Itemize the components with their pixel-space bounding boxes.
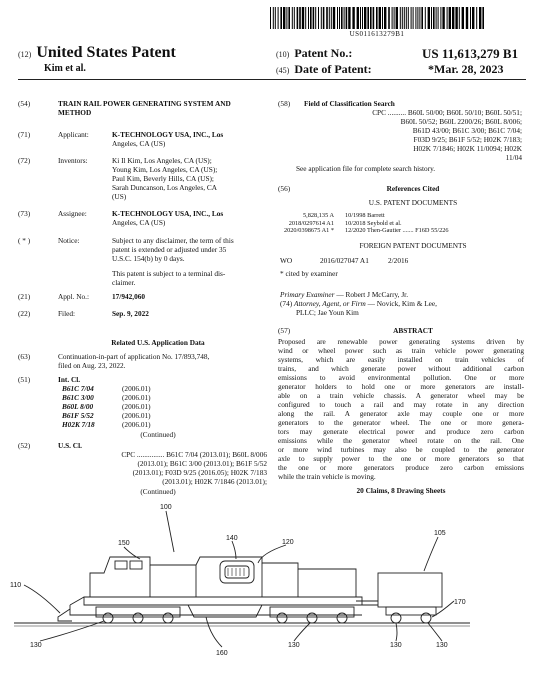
abstract-heading: ABSTRACT [393, 326, 433, 335]
barcode-bar [283, 7, 285, 29]
applicant-line1: K-TECHNOLOGY USA, INC., Los [112, 130, 224, 139]
notice-line: This patent is subject to a terminal dis- [112, 269, 226, 279]
barcode-bar [313, 7, 315, 29]
related-heading: Related U.S. Application Data [111, 338, 205, 347]
barcode-bar [270, 7, 271, 29]
inventor-line: (US) [112, 192, 127, 202]
foreign-doc-row: WO 2016/027047 A1 2/2016 [280, 256, 409, 265]
barcode-bar [384, 7, 386, 29]
trailer-car [378, 573, 442, 607]
barcode-bar [360, 7, 361, 29]
barcode-bar [329, 7, 330, 29]
inventor-line: Ki Il Kim, Los Angeles, CA (US); [112, 156, 212, 165]
barcode-bar [470, 7, 471, 29]
figure-label: 140 [226, 535, 238, 542]
uscl-code: (52) [18, 441, 31, 450]
notice-line: U.S.C. 154(b) by 0 days. [112, 254, 185, 264]
intcl-list [62, 384, 202, 429]
patent-country-title [18, 44, 176, 62]
barcode-bar [346, 7, 348, 29]
uscl-line: (2013.01); B61C 3/00 (2013.01); B61F 5/52 [137, 459, 267, 469]
us-docs-heading: U.S. PATENT DOCUMENTS [368, 198, 458, 207]
uscl-line: (2013.01); F03D 9/25 (2016.05); H02K 7/183 [132, 468, 267, 478]
figure-label: 105 [434, 530, 446, 537]
barcode-bar [341, 7, 343, 29]
barcode-bar [273, 7, 274, 29]
patent-date-row [276, 62, 504, 77]
applicant-code: (71) [18, 130, 31, 139]
barcode-bar [402, 7, 403, 29]
barcode-bar [278, 7, 279, 29]
assignee-code: (73) [18, 209, 31, 218]
cited-by-examiner: * cited by examiner [280, 269, 338, 278]
abstract-line: generator holders to hold one or more generators are install- [278, 382, 524, 391]
intcl-item: B61C 3/00 (2006.01) [62, 393, 151, 403]
barcode-bar [367, 7, 369, 29]
field-label: Field of Classification Search [304, 99, 395, 108]
invention-title: TRAIN RAIL POWER GENERATING SYSTEM AND METHOD [58, 99, 231, 118]
primary-examiner: Primary Examiner — Robert J McCarry, Jr. [280, 290, 409, 299]
appl-no-label: Appl. No.: [58, 292, 90, 301]
field-line: F03D 9/25; B61F 5/52; H02K 7/183; [413, 135, 522, 145]
country-code: (12) [18, 50, 32, 59]
abstract-line: along the rail. A generator axle may couple one or more [278, 409, 524, 418]
barcode-bar [406, 7, 407, 29]
notice-code: ( * ) [18, 236, 31, 245]
patent-no-value: US 11,613,279 B1 [422, 46, 519, 61]
barcode-bar [413, 7, 414, 29]
abstract-line: trains, and which generate power without additional carbon [278, 364, 524, 373]
barcode-bar [396, 7, 398, 29]
header-rule [18, 79, 526, 80]
abstract-line: while the train vehicle is moving. [278, 472, 376, 481]
us-docs-list [280, 212, 449, 235]
barcode-bar [308, 7, 309, 29]
intcl-code: (51) [18, 375, 31, 384]
barcode-bar [415, 7, 416, 29]
assignee-label: Assignee: [58, 209, 87, 218]
figure-label: 150 [118, 540, 130, 547]
barcode-bar [321, 7, 322, 29]
uscl-line: (2013.01); H02K 7/1846 (2013.01); [162, 477, 267, 487]
inventor-line: Sarah Duncanson, Los Angeles, CA [112, 183, 217, 193]
date-code: (45) [276, 66, 290, 75]
barcode-bar [419, 7, 420, 29]
barcode-bar [348, 7, 350, 29]
foreign-docs-heading: FOREIGN PATENT DOCUMENTS [359, 241, 467, 250]
front-bogie [96, 607, 180, 617]
barcode-bar [440, 7, 441, 29]
figure-label: 130 [288, 642, 300, 649]
barcode-bar [388, 7, 390, 29]
refs-heading: References Cited [386, 184, 440, 193]
field-line: H02K 7/1846; H02K 11/0094; H02K [413, 144, 522, 154]
date-label: Date of Patent: [294, 62, 372, 76]
barcode-bar [299, 7, 301, 29]
barcode-bar [404, 7, 405, 29]
abstract-line: configured to touch a rail and may rotate in any direction [278, 400, 524, 409]
barcode-bar [400, 7, 401, 29]
barcode-bar [462, 7, 464, 29]
applicant-line2: Angeles, CA (US) [112, 139, 166, 148]
barcode-bar [362, 7, 363, 29]
abstract-line: systems, which are easily installed on train vehicles of [278, 355, 524, 364]
barcode-bar [333, 7, 335, 29]
intcl-item: B61F 5/52 (2006.01) [62, 411, 151, 421]
intcl-item: H02K 7/18 (2006.01) [62, 420, 151, 430]
barcode-bar [438, 7, 439, 29]
barcode-bar [323, 7, 325, 29]
barcode-bar [459, 7, 460, 29]
continuation-text [58, 352, 209, 370]
continuation-code: (63) [18, 352, 31, 361]
refs-code: (56) [278, 184, 291, 193]
barcode-bar [294, 7, 295, 29]
inventors-list [112, 156, 217, 201]
barcode-bar [466, 7, 468, 29]
intcl-item: B60L 8/00 (2006.01) [62, 402, 151, 412]
barcode-bar [449, 7, 451, 29]
continuation-line: filed on Aug. 23, 2022. [58, 361, 126, 371]
barcode-bar [394, 7, 395, 29]
date-value: *Mar. 28, 2023 [428, 62, 504, 76]
barcode-bar [436, 7, 437, 29]
barcode-bar [392, 7, 393, 29]
barcode-bar [337, 7, 338, 29]
field-line: CPC .......... B60L 50/00; B60L 50/10; B60L 50/51; [372, 108, 522, 117]
barcode-bar [286, 7, 287, 29]
barcode-bar [382, 7, 383, 29]
barcode-bar [275, 7, 276, 29]
patent-no-code: (10) [276, 50, 290, 59]
field-line: B61D 43/00; B61C 3/00; B61C 7/04; [412, 126, 522, 136]
barcode-bar [411, 7, 412, 29]
abstract-line: emissions to avoid environmental pollution. One or more [278, 373, 524, 382]
inventors-label: Inventors: [58, 156, 88, 165]
abstract-line: emissions while the generator wheel rotate on the rail. One [278, 436, 524, 445]
title-code: (54) [18, 99, 31, 108]
appl-no-value: 17/942,060 [112, 292, 146, 301]
inventor-line: Young Kim, Los Angeles, CA (US); [112, 165, 218, 175]
abstract-line: the one or more generators produce zero carbon emissions [278, 463, 524, 472]
filed-code: (22) [18, 309, 31, 318]
barcode-number: US011613279B1 [349, 30, 405, 38]
barcode-bar [318, 7, 319, 29]
barcode [270, 7, 484, 29]
barcode-bar [288, 7, 290, 29]
continuation-line: Continuation-in-part of application No. 17/893,748, [58, 352, 210, 361]
uscl-label: U.S. Cl. [58, 441, 82, 450]
barcode-bar [305, 7, 306, 29]
applicant-label: Applicant: [58, 130, 89, 139]
barcode-bar [315, 7, 316, 29]
barcode-bar [344, 7, 345, 29]
intcl-label: Int. Cl. [58, 375, 81, 384]
barcode-bar [421, 7, 423, 29]
barcode-bar [302, 7, 304, 29]
figure-label: 100 [160, 504, 172, 511]
barcode-bar [455, 7, 457, 29]
assignee-line2: Angeles, CA (US) [112, 218, 166, 227]
abstract-line: axle to supply power to the one or more generators so that [278, 454, 524, 463]
abstract-line: tors may generate electrical power and produce zero carbon [278, 427, 524, 436]
uscl-lines [62, 450, 267, 486]
barcode-bar [280, 7, 282, 29]
claims-summary: 20 Claims, 8 Drawing Sheets [356, 486, 446, 495]
attorney-line2: PLLC; Jae Youn Kim [296, 308, 359, 317]
attorney: (74) Attorney, Agent, or Firm — Novick, Kim & Lee, [280, 299, 437, 308]
figure-label: 170 [454, 599, 466, 606]
barcode-bar [479, 7, 481, 29]
inventor-line: Paul Kim, Beverly Hills, CA (US); [112, 174, 214, 184]
intcl-item: B61C 7/04 (2006.01) [62, 384, 151, 393]
abstract-line: able on a train vehicle chassis. A generator wheel may be [278, 391, 524, 400]
barcode-bar [357, 7, 359, 29]
country-title: United States Patent [36, 44, 176, 61]
train-drawing [0, 497, 540, 696]
figure-label: 110 [10, 582, 22, 589]
uscl-continued: (Continued) [140, 487, 176, 496]
barcode-bar [376, 7, 378, 29]
rear-bogie [270, 607, 354, 617]
barcode-bar [364, 7, 366, 29]
barcode-bar [452, 7, 454, 29]
field-line: B60L 50/52; B60L 2200/26; B60L 8/006; [400, 117, 522, 127]
us-doc-row: 2020/0398675 A1 * 12/2020 Then-Gautier ....... F16D 55/226 [283, 227, 449, 235]
intcl-continued: (Continued) [140, 430, 176, 439]
us-doc-row: 2018/0297614 A1 10/2018 Seybold et al. [288, 219, 402, 227]
barcode-bar [417, 7, 418, 29]
notice-line: claimer. [112, 278, 136, 288]
barcode-bar [373, 7, 375, 29]
inventor-short: Kim et al. [44, 63, 86, 74]
barcode-bar [297, 7, 299, 29]
barcode-bar [339, 7, 340, 29]
barcode-bar [431, 7, 432, 29]
patent-number-row [276, 46, 519, 61]
barcode-bar [433, 7, 435, 29]
field-lines [304, 108, 522, 163]
abstract-text [278, 337, 524, 481]
figure-label: 130 [390, 642, 402, 649]
figure-label: 130 [436, 642, 448, 649]
inventors-code: (72) [18, 156, 31, 165]
abstract-line: or more wind turbines may also be coupled to the generator [278, 445, 524, 454]
barcode-bar [442, 7, 444, 29]
notice-line: Subject to any disclaimer, the term of this [112, 236, 234, 245]
filed-value: Sep. 9, 2022 [112, 309, 149, 318]
barcode-bar [292, 7, 293, 29]
figure-label: 120 [282, 539, 294, 546]
barcode-bar [370, 7, 372, 29]
appl-no-code: (21) [18, 292, 31, 301]
barcode-bar [352, 7, 354, 29]
figure-label: 160 [216, 650, 228, 657]
barcode-bar [447, 7, 448, 29]
filed-label: Filed: [58, 309, 76, 318]
barcode-bar [331, 7, 332, 29]
barcode-bar [310, 7, 312, 29]
us-doc-row: 5,828,135 A 10/1998 Barrett [303, 212, 385, 219]
barcode-bar [379, 7, 381, 29]
notice-text [112, 236, 234, 287]
barcode-bar [425, 7, 426, 29]
abstract-line: wind or wheel power such as train vehicle power generating [278, 346, 524, 355]
assignee-line1: K-TECHNOLOGY USA, INC., Los [112, 209, 224, 218]
figure-label: 130 [30, 642, 42, 649]
field-line: 11/04 [505, 153, 522, 163]
field-code: (58) [278, 99, 291, 108]
barcode-bar [408, 7, 409, 29]
notice-line: patent is extended or adjusted under 35 [112, 245, 227, 255]
barcode-bar [326, 7, 328, 29]
abstract-line: generators to the generator wheel. The one or more genera- [278, 418, 524, 427]
barcode-bar [482, 7, 484, 29]
barcode-bar [476, 7, 477, 29]
abstract-code: (57) [278, 326, 291, 335]
patent-no-label: Patent No.: [294, 46, 353, 60]
field-see-note: See application file for complete search history. [296, 164, 436, 173]
uscl-line: CPC ............... B61C 7/04 (2013.01); B60L 8/006 [121, 450, 267, 459]
barcode-bar [472, 7, 474, 29]
notice-label: Notice: [58, 236, 80, 245]
abstract-line: Proposed are renewable power generating systems driven by [278, 337, 524, 346]
barcode-bar [428, 7, 430, 29]
